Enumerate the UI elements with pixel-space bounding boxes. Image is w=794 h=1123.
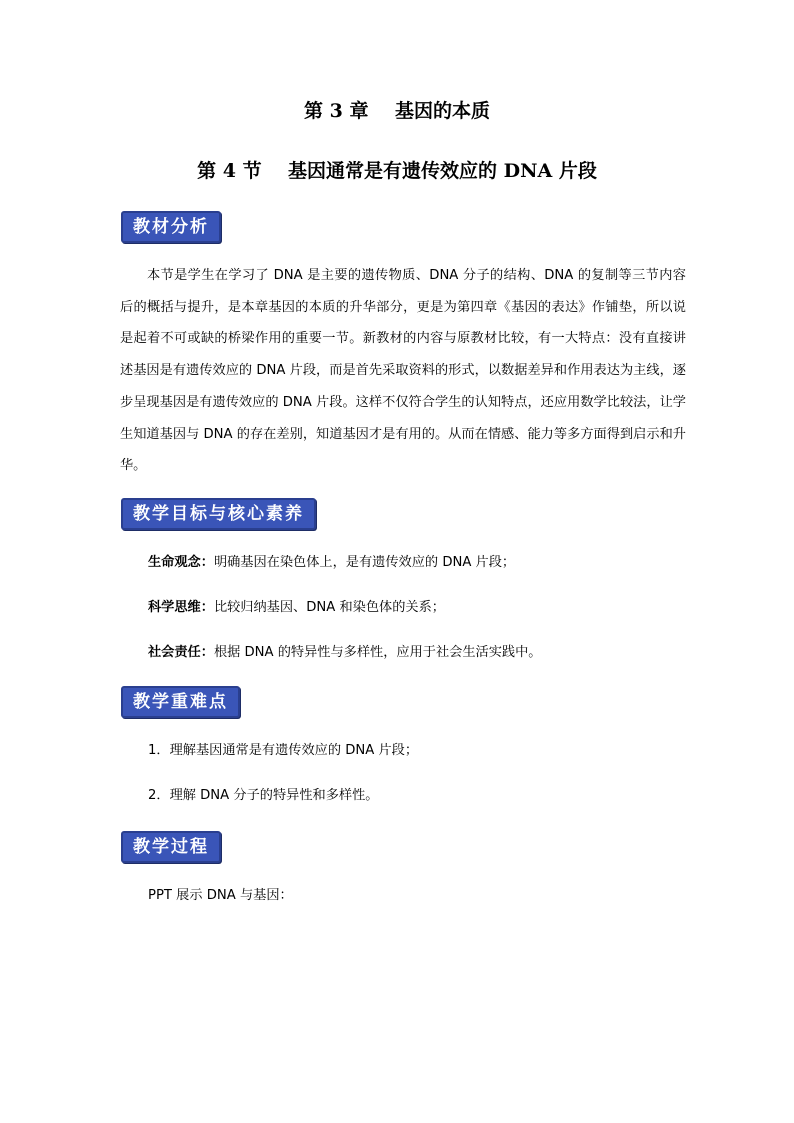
section-title: 第 4 节 基因通常是有遗传效应的 DNA 片段 bbox=[197, 160, 597, 182]
heading-teaching-process: 教学过程 bbox=[121, 831, 221, 863]
goal-item-social-responsibility bbox=[148, 643, 542, 663]
heading-textbook-analysis: 教材分析 bbox=[121, 211, 221, 243]
chapter-title: 第 3 章 基因的本质 bbox=[304, 100, 490, 122]
goal-label: 科学思维： bbox=[148, 600, 214, 615]
key-point-item: 2．理解 DNA 分子的特异性和多样性。 bbox=[148, 788, 379, 803]
goal-text: 根据 DNA 的特异性与多样性，应用于社会生活实践中。 bbox=[213, 645, 542, 660]
key-point-item: 1．理解基因通常是有遗传效应的 DNA 片段； bbox=[148, 743, 419, 758]
goal-text: 明确基因在染色体上，是有遗传效应的 DNA 片段； bbox=[213, 555, 516, 570]
goal-label: 生命观念： bbox=[148, 555, 214, 570]
heading-teaching-goals: 教学目标与核心素养 bbox=[121, 498, 316, 530]
heading-key-points: 教学重难点 bbox=[121, 686, 240, 718]
goal-label: 社会责任： bbox=[148, 645, 214, 660]
goal-item-scientific-thinking bbox=[148, 598, 445, 618]
process-text: PPT 展示 DNA 与基因： bbox=[148, 888, 293, 903]
goal-text: 比较归纳基因、DNA 和染色体的关系； bbox=[213, 600, 445, 615]
goal-item-life-concept bbox=[148, 553, 515, 573]
analysis-paragraph: 本节是学生在学习了 DNA 是主要的遗传物质、DNA 分子的结构、DNA 的复制等三节内容后的概括与提升，是本章基因的本质的升华部分，更是为第四章《基因的表达》作铺垫，所以说是起着不可或缺的桥梁作用的重要一节。新教材的内容与原教材比较，有一大特点：没有直接讲述基因是有遗传效应的 DNA 片段，而是首先采取资料的形式，以数据差异和作用表达为主线，逐步呈现基因是有遗传效应的 DNA 片段。这样不仅符合学生的认知特点，还应用数学比较法，让学生知道基因与 DNA 的存在差别，知道基因才是有用的。从而在情感、能力等多方面得到启示和升华。 bbox=[120, 268, 686, 474]
